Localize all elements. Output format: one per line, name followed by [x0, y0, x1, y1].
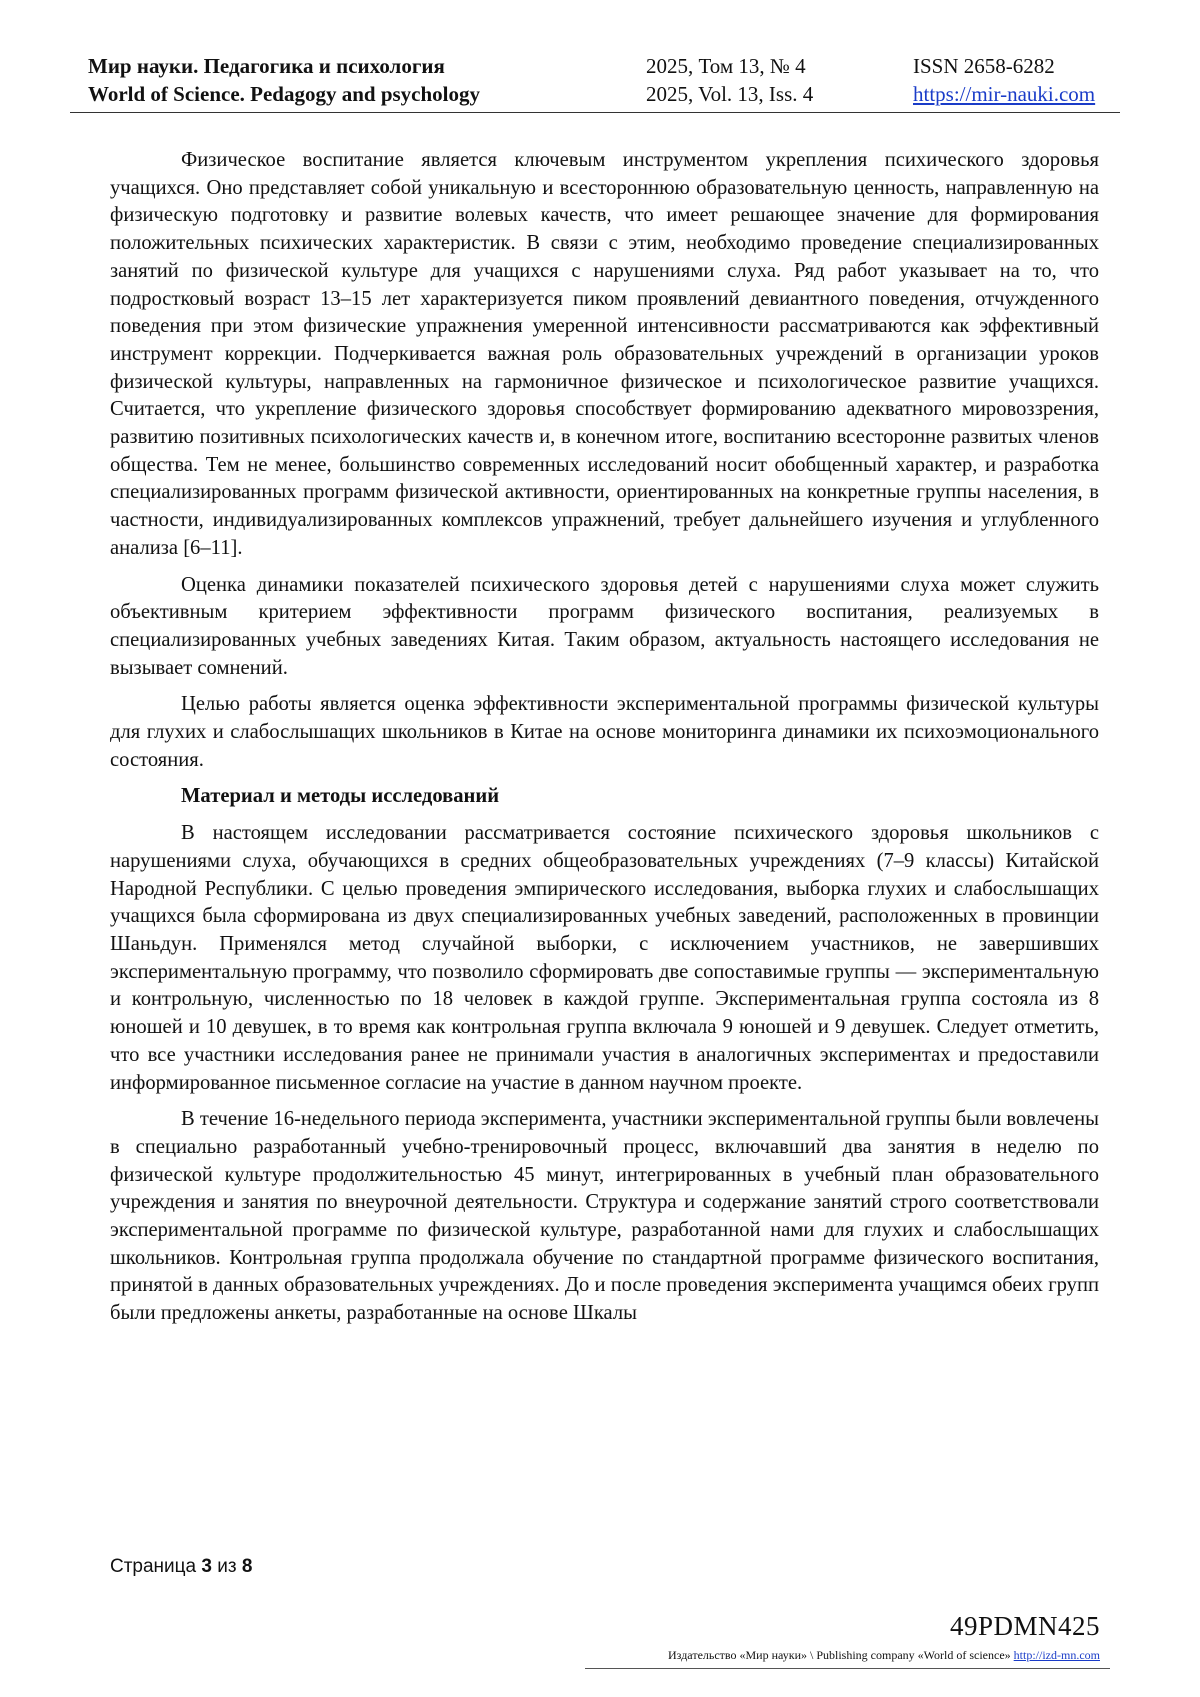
- page-of: из: [217, 1556, 237, 1577]
- section-title: Материал и методы исследований: [181, 785, 500, 808]
- issue-info-ru: 2025, Том 13, № 4: [646, 54, 806, 78]
- page-total: 8: [241, 1556, 253, 1577]
- paragraph-3: Целью работы является оценка эффективности экспериментальной программы физической культуры для глухих и слабослышащих школьников в Китае на основе мониторинга динамики их психоэмоционального состояния.: [110, 693, 1099, 771]
- paragraph-2: Оценка динамики показателей психического здоровья детей с нарушениями слуха может служить объективным критерием эффективности программ физического воспитания, реализуемых в специализированных учебных заведениях Китая. Таким образом, актуальность настоящего исследования не вызывает сомнений.: [110, 573, 1099, 679]
- paragraph-4: В настоящем исследовании рассматривается состояние психического здоровья школьников с нарушениями слуха, обучающихся в средних общеобразовательных учреждениях (7–9 классы) Китайской Народной Республики. С целью проведения эмпирического исследования, выборка глухих и слабослышащих учащихся была сформирована из двух специализированных учебных заведений, расположенных в провинции Шаньдун. Применялся метод случайной выборки, с исключением участников, не завершивших экспериментальную программу, что позволило сформировать две сопоставимые группы — экспериментальную и контрольную, численностью по 18 человек в каждой группе. Экспериментальная группа состояла из 8 юношей и 10 девушек, в то время как контрольная группа включала 9 юношей и 9 девушек. Следует отметить, что все участники исследования ранее не принимали участия в аналогичных экспериментах и предоставили информированное письменное согласие на участие в данном научном проекте.: [110, 822, 1099, 1094]
- paragraph-1: Физическое воспитание является ключевым инструментом укрепления психического здоровья учащихся. Оно представляет собой уникальную и всестороннюю образовательную ценность, направленную на физическую подготовку и развитие волевых качеств, что имеет решающее значение для формирования положительных психических характеристик. В связи с этим, необходимо проведение специализированных занятий по физической культуре для учащихся с нарушениями слуха. Ряд работ указывает на то, что подростковый возраст 13–15 лет характеризуется пиком проявлений девиантного поведения, отчужденного поведения при этом физические упражнения умеренной интенсивности рассматриваются как эффективный инструмент коррекции. Подчеркивается важная роль образовательных учреждений в организации уроков физической культуры, направленных на гармоничное физическое и психологическое развитие учащихся. Считается, что укрепление физического здоровья способствует формированию адекватного мировоззрения, развитию позитивных психологических качеств и, в конечном итоге, воспитанию всесторонне развитых членов общества. Тем не менее, большинство современных исследований носит обобщенный характер, и разработка специализированных программ физической активности, ориентированных на конкретные группы населения, в частности, индивидуализированных комплексов упражнений, требует дальнейшего изучения и углубленного анализа [6–11].: [110, 149, 1099, 559]
- journal-url-link[interactable]: https://mir-nauki.com: [913, 82, 1096, 106]
- paragraph-5: В течение 16-недельного периода эксперимента, участники экспериментальной группы были вовлечены в специально разработанный учебно-тренировочный процесс, включавший два занятия в неделю по физической культуре продолжительностью 45 минут, интегрированных в учебный план образовательного учреждения и занятия по внеурочной деятельности. Структура и содержание занятий строго соответствовали экспериментальной программе по физической культуре, разработанной нами для глухих и слабослышащих школьников. Контрольная группа продолжала обучение по стандартной программе физического воспитания, принятой в данных образовательных учреждениях. До и после проведения эксперимента учащимся обеих групп были предложены анкеты, разработанные на основе Шкалы: [110, 1108, 1099, 1325]
- issue-info-en: 2025, Vol. 13, Iss. 4: [646, 82, 814, 106]
- page-word: Страница: [110, 1556, 197, 1577]
- issn: ISSN 2658-6282: [913, 54, 1055, 78]
- publisher-text: Издательство «Мир науки» \ Publishing company «World of science»: [668, 1648, 1011, 1662]
- issn-block: [913, 52, 1095, 108]
- journal-title: [88, 52, 480, 108]
- article-body: [110, 147, 1099, 1337]
- issue-info: [646, 52, 813, 108]
- page-header: [70, 50, 1120, 113]
- journal-title-en: World of Science. Pedagogy and psychology: [88, 82, 481, 106]
- article-code: 49PDMN425: [949, 1611, 1100, 1641]
- publisher-line: [668, 1648, 1100, 1663]
- page-number: [110, 1556, 252, 1578]
- publisher-link[interactable]: http://izd-mn.com: [1013, 1648, 1100, 1662]
- footer-divider: [585, 1668, 1110, 1669]
- page-current: 3: [201, 1556, 212, 1577]
- journal-title-ru: Мир науки. Педагогика и психология: [88, 54, 445, 78]
